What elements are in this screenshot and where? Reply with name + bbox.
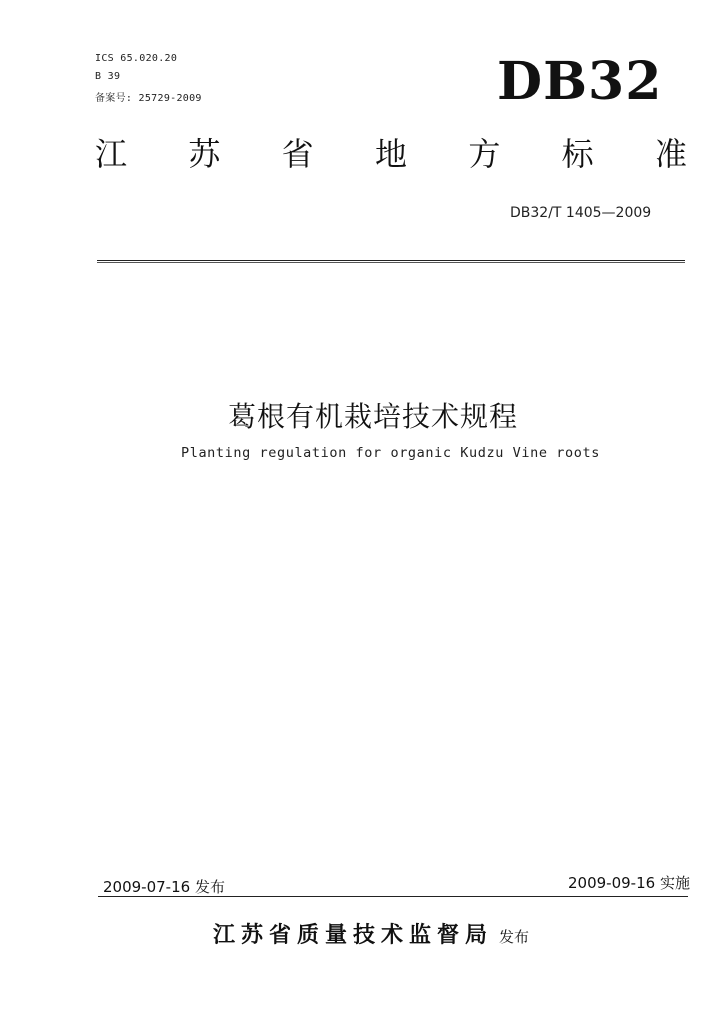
footer-divider <box>98 896 688 897</box>
header-divider <box>97 260 685 261</box>
document-title-english: Planting regulation for organic Kudzu Vine roots <box>181 445 600 461</box>
record-number: 备案号: 25729-2009 <box>95 93 202 104</box>
standard-number: DB32/T 1405—2009 <box>510 205 652 221</box>
standard-type-char: 江 <box>95 135 128 173</box>
standard-type-heading <box>95 135 687 173</box>
implementation-date: 2009-09-16 实施 <box>568 874 690 892</box>
db32-logo: DB32 <box>497 51 663 112</box>
standard-type-char: 省 <box>281 135 314 173</box>
standard-type-char: 苏 <box>188 135 221 173</box>
standard-type-char: 标 <box>561 135 594 173</box>
issue-date: 2009-07-16 发布 <box>103 878 225 896</box>
standard-type-char: 准 <box>654 135 687 173</box>
classification-code: B 39 <box>95 71 121 82</box>
standard-type-char: 方 <box>468 135 501 173</box>
header-divider-secondary <box>97 262 685 263</box>
publish-verb: 发布 <box>499 928 530 946</box>
document-title-chinese: 葛根有机栽培技术规程 <box>227 400 518 433</box>
ics-code: ICS 65.020.20 <box>95 53 178 64</box>
standard-type-char: 地 <box>374 135 407 173</box>
publisher-name: 江苏省质量技术监督局 <box>213 923 494 948</box>
publisher-line <box>213 918 529 949</box>
